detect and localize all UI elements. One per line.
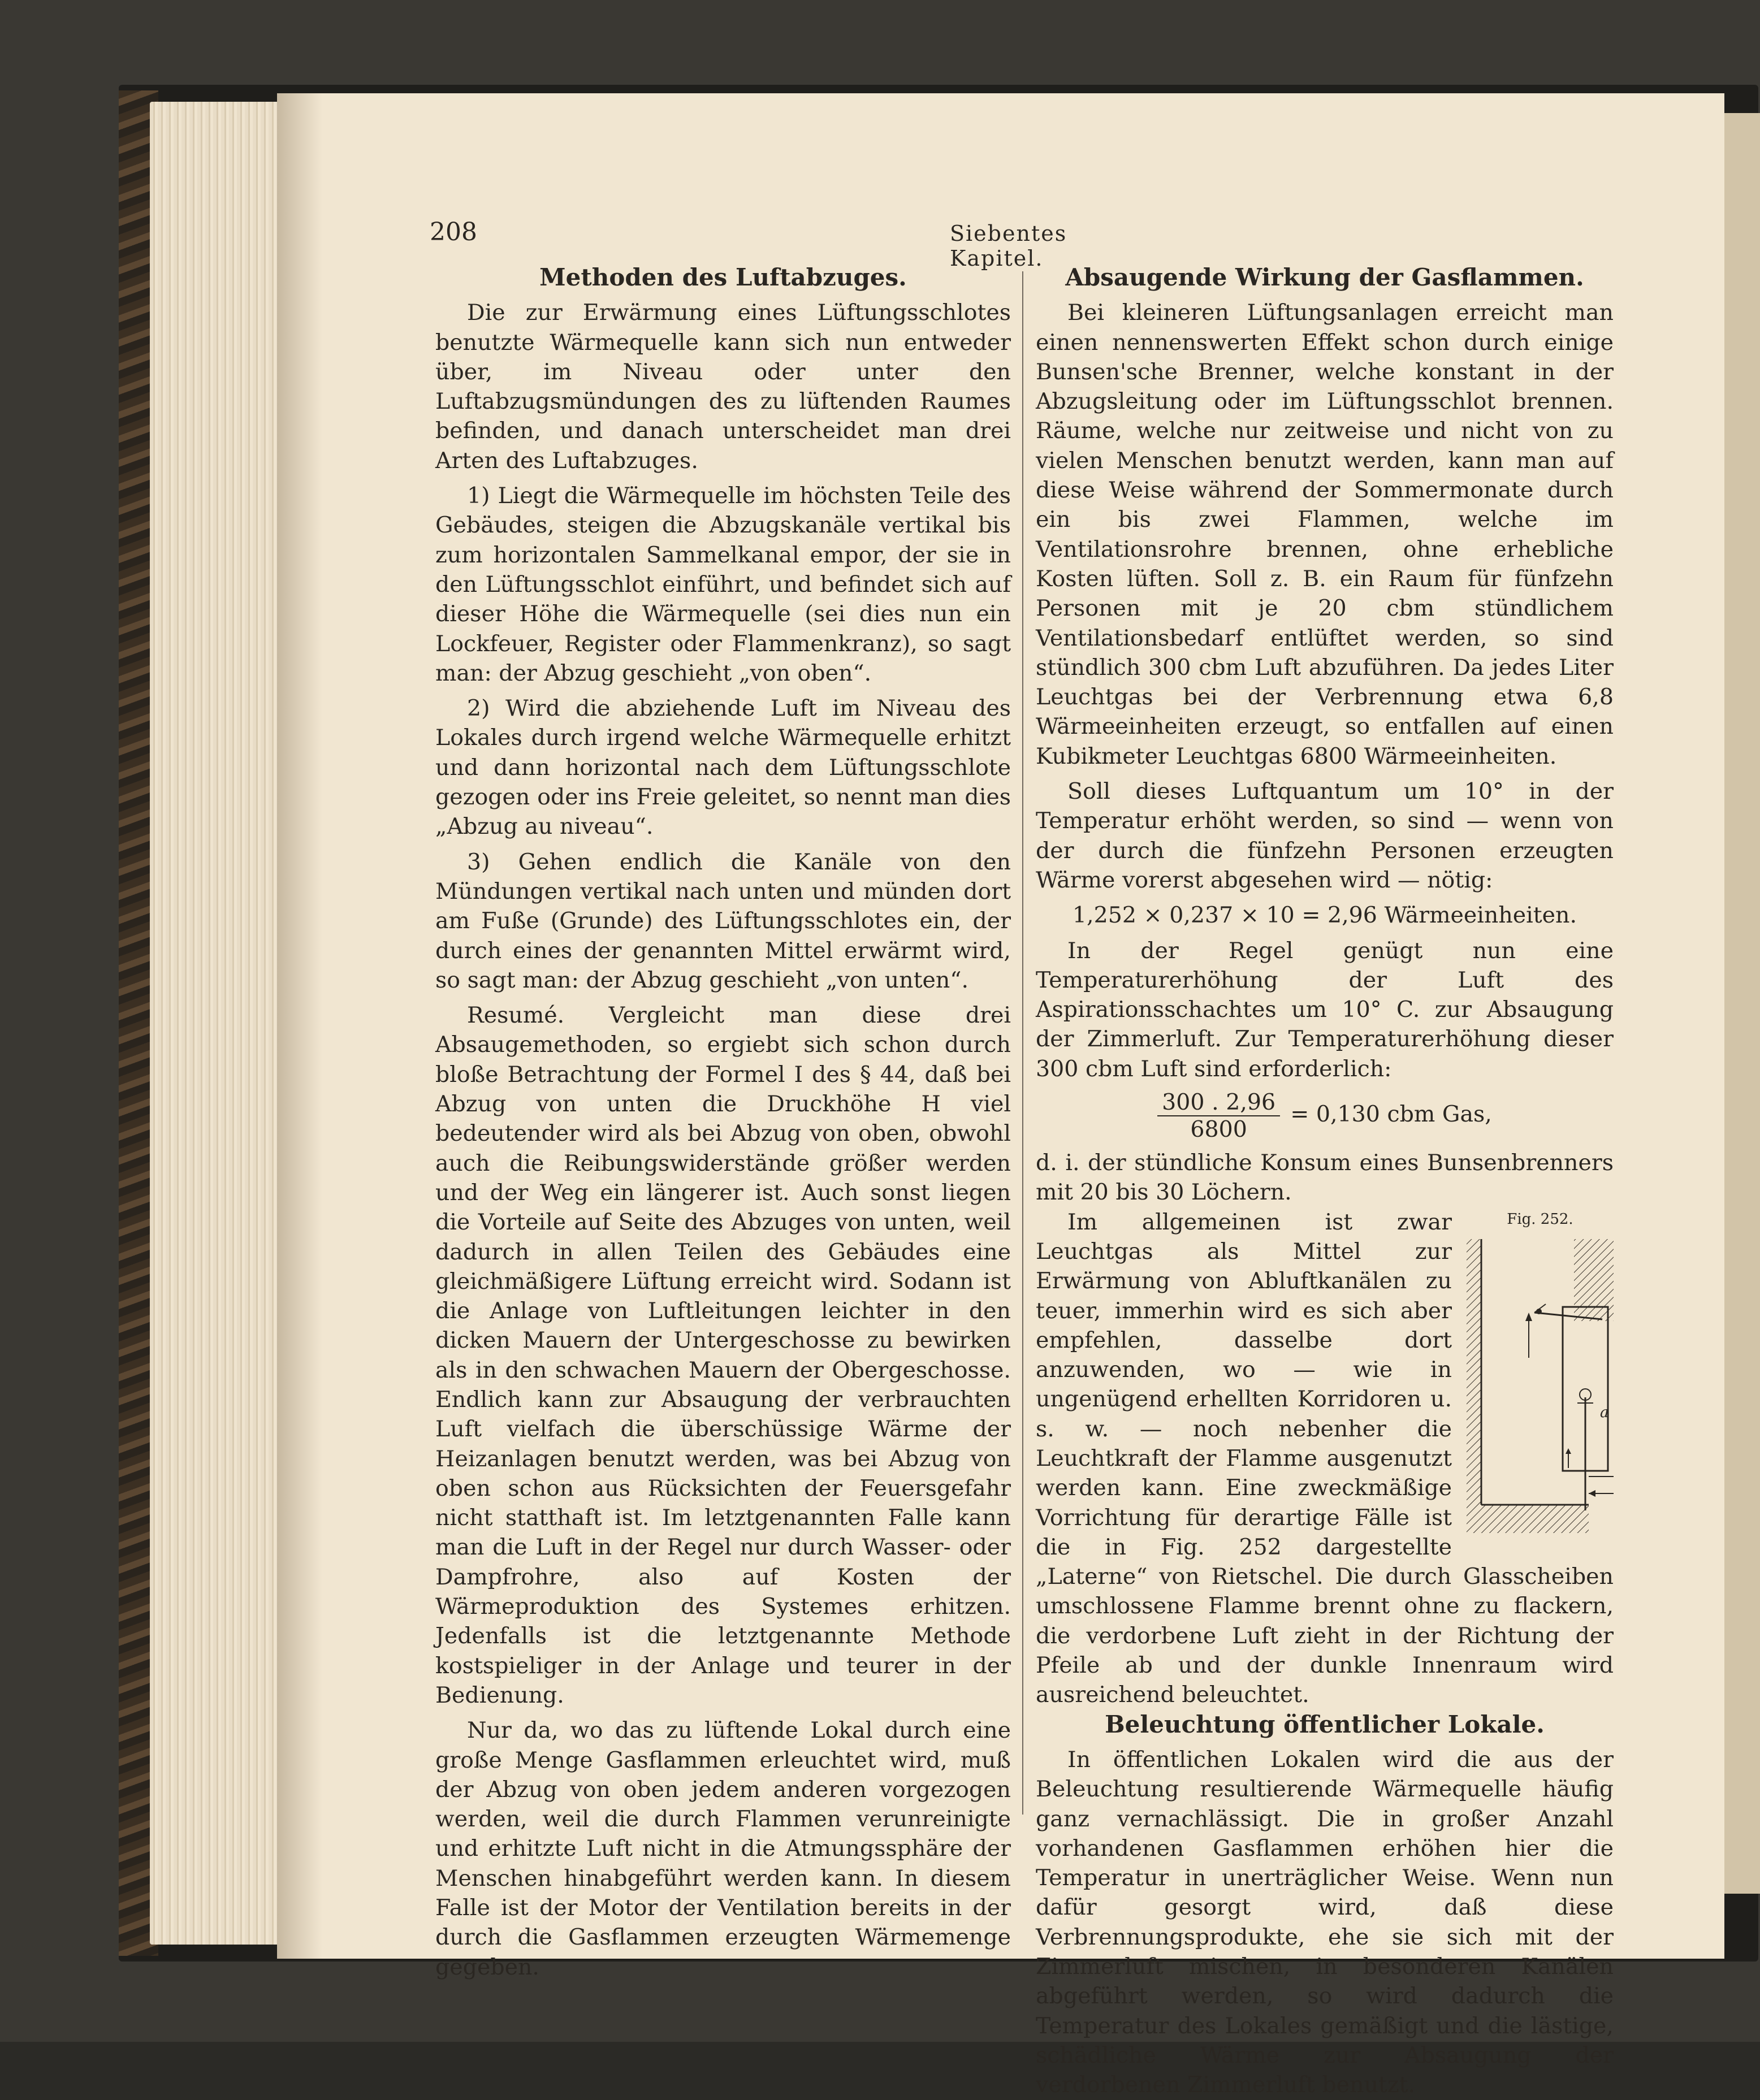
- formula: [1036, 1089, 1614, 1142]
- paragraph: 1) Liegt die Wärmequelle im höchsten Teile des Gebäudes, steigen die Abzugskanäle vertikal bis zum horizontalen Sammelkanal empor, der sie in den Lüftungsschlot einführt, und befindet sich auf dieser Höhe die Wärmequelle (sei dies nun ein Lockfeuer, Register oder Flammenkranz), so sagt man: der Abzug geschieht „von oben“.: [435, 483, 1011, 686]
- fraction: [1157, 1089, 1280, 1142]
- gutter-shadow: [277, 93, 322, 1959]
- paragraph: d. i. der stündliche Konsum eines Bunsenbrenners mit 20 bis 30 Löchern.: [1036, 1150, 1614, 1206]
- wall-hatch: [1467, 1239, 1481, 1533]
- paragraph: In der Regel genügt nun eine Temperaturerhöhung der Luft des Aspirationsschachtes um 10° C. zur Absaugung der Zimmerluft. Zur Temperaturerhöhung dieser 300 cbm Luft sind erforderlich:: [1036, 937, 1614, 1082]
- page-number: 208: [430, 218, 477, 246]
- formula-rhs: = 0,130 cbm Gas,: [1290, 1101, 1492, 1128]
- paragraph: Im allgemeinen ist zwar Leuchtgas als Mittel zur Erwärmung von Abluftkanälen zu teuer, immerhin wird es sich aber empfehlen, dasselbe dort anzuwenden, wo — wie in ungenügend erhellten Korridoren u. s. w. — noch nebenher die Leuchtkraft der Flamme ausgenutzt werden kann. Eine zweckmäßige Vorrichtung für derartige Fälle ist die in Fig. 252 dargestellte „Laterne“ von Rietschel. Die durch Glasscheiben umschlossene Flamme brennt ohne zu flackern, die verdorbene Luft zieht in der Richtung der Pfeile ab und der dunkle Innenraum wird ausreichend beleuchtet.: [1036, 1209, 1614, 1708]
- figure-label-a: a: [1600, 1404, 1609, 1421]
- section-heading: Absaugende Wirkung der Gasflammen.: [1065, 263, 1584, 291]
- figure-caption: Fig. 252.: [1507, 1210, 1573, 1228]
- paragraph: In öffentlichen Lokalen wird die aus der Beleuchtung resultierende Wärmequelle häufig ganz vernachlässigt. Die in großer Anzahl vorhandenen Gasflammen erhöhen hier die Temperatur in unerträglicher Weise. Wenn nun dafür gesorgt wird, daß diese Verbrennungsprodukte, ehe sie sich mit der Zimmerluft mischen, in besonderen Kanälen abgeführt werden, so wird dadurch die Temperatur des Lokales gemäßigt und die lästige, schädliche Wärme zur Absaugung der verdorbenen Zimmerluft benutzt.: [1036, 1746, 1614, 2098]
- page-stack-left: [150, 102, 280, 1945]
- paragraph: Die zur Erwärmung eines Lüftungsschlotes benutzte Wärmequelle kann sich nun entweder über, im Niveau oder unter den Luftabzugsmündungen des zu lüftenden Raumes befinden, und danach unterscheidet man drei Arten des Luftabzuges.: [435, 300, 1011, 474]
- floor-hatch: [1481, 1505, 1589, 1533]
- chapter-title: Siebentes Kapitel.: [950, 221, 1067, 271]
- left-column: [435, 263, 1011, 1982]
- paragraph: Nur da, wo das zu lüftende Lokal durch eine große Menge Gasflammen erleuchtet wird, muß der Abzug von oben jedem anderen vorgezogen werden, weil die durch Flammen verunreinigte und erhitzte Luft nicht in die Atmungssphäre der Menschen hinabgeführt werden kann. In diesem Falle ist der Motor der Ventilation bereits in der durch die Gasflammen erzeugten Wärmemenge gegeben.: [435, 1717, 1011, 1980]
- fraction-denominator: 6800: [1190, 1116, 1247, 1143]
- lantern-diagram: [1467, 1228, 1614, 1544]
- right-column: [1036, 263, 1614, 2100]
- paragraph: 3) Gehen endlich die Kanäle von den Mündungen vertikal nach unten und münden dort am Fuße (Grunde) des Lüftungsschlotes ein, der durch eines der genannten Mittel erwärmt wird, so sagt man: der Abzug geschieht „von unten“.: [435, 848, 1011, 993]
- section-heading: Beleuchtung öffentlicher Lokale.: [1105, 1710, 1545, 1738]
- paragraph: 2) Wird die abziehende Luft im Niveau des Lokales durch irgend welche Wärmequelle erhitzt und dann horizontal nach dem Lüftungsschlote gezogen oder ins Freie geleitet, so nennt man dies „Abzug au niveau“.: [435, 695, 1011, 840]
- page-stack-right: [1724, 113, 1760, 1894]
- figure-252: [1467, 1212, 1614, 1554]
- fraction-numerator: 300 . 2,96: [1157, 1089, 1280, 1116]
- paragraph: Soll dieses Luftquantum um 10° in der Temperatur erhöht werden, so sind — wenn von der durch die fünfzehn Personen erzeugten Wärme vorerst abgesehen wird — nötig:: [1036, 778, 1614, 893]
- paragraph: Bei kleineren Lüftungsanlagen erreicht man einen nennenswerten Effekt schon durch einige Bunsen'sche Brenner, welche konstant in der Abzugsleitung oder im Lüftungsschlot brennen. Räume, welche nur zeitweise und nicht von zu vielen Menschen benutzt werden, kann man auf diese Weise während der Sommermonate durch ein bis zwei Flammen, welche im Ventilationsrohre brennen, ohne erhebliche Kosten lüften. Soll z. B. ein Raum für fünfzehn Personen mit je 20 cbm stündlichem Ventilationsbedarf entlüftet werden, so sind stündlich 300 cbm Luft abzuführen. Da jedes Liter Leuchtgas bei der Verbrennung etwa 6,8 Wärmeeinheiten erzeugt, so entfallen auf einen Kubikmeter Leuchtgas 6800 Wärmeeinheiten.: [1036, 300, 1614, 769]
- formula: 1,252 × 0,237 × 10 = 2,96 Wärmeeinheiten.: [1072, 902, 1577, 929]
- column-divider: [1022, 271, 1023, 1815]
- paragraph: Resumé. Vergleicht man diese drei Absaugemethoden, so ergiebt sich schon durch bloße Betrachtung der Formel I des § 44, daß bei Abzug von unten die Druckhöhe H viel bedeutender wird als bei Abzug von oben, obwohl auch die Reibungswiderstände größer werden und der Weg ein längerer ist. Auch sonst liegen die Vorteile auf Seite des Abzuges von unten, weil dadurch in allen Teilen des Gebäudes eine gleichmäßigere Lüftung erreicht wird. Sodann ist die Anlage von Luftleitungen leichter in den dicken Mauern der Untergeschosse zu bewirken als in den schwachen Mauern der Obergeschosse. Endlich kann zur Absaugung der verbrauchten Luft vielfach die überschüssige Wärme der Heizanlagen benutzt werden, was bei Abzug von oben schon aus Rücksichten der Feuersgefahr nicht statthaft ist. Im letztgenannten Falle kann man die Luft in der Regel nur durch Wasser- oder Dampfrohre, also auf Kosten der Wärmeproduktion des Systemes erhitzen. Jedenfalls ist die letztgenannte Methode kostspieliger in der Anlage und teurer in der Bedienung.: [435, 1002, 1011, 1708]
- section-heading: Methoden des Luftabzuges.: [539, 263, 907, 291]
